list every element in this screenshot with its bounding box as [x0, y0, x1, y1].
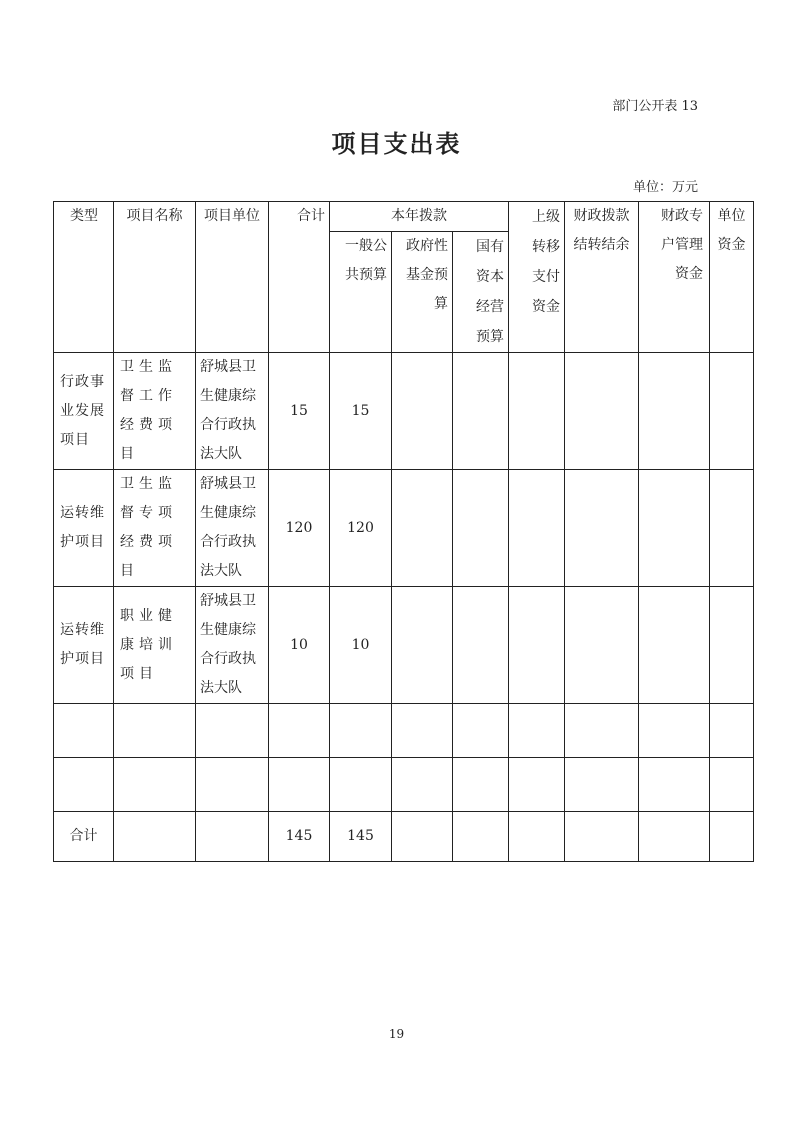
empty-cell [509, 812, 565, 862]
empty-cell [114, 758, 196, 812]
state-capital-cell [453, 353, 509, 470]
empty-cell [114, 704, 196, 758]
type-cell: 运转维护项目 [54, 587, 114, 704]
table-row [54, 587, 754, 704]
header-gov-fund: 政府性基金预算 [392, 232, 453, 353]
header-row-1 [54, 202, 754, 232]
total-row-total: 145 [269, 812, 330, 862]
empty-cell [565, 704, 639, 758]
header-higher-transfer: 上级转移支付资金 [509, 202, 565, 353]
empty-cell [453, 758, 509, 812]
page-title: 项目支出表 [331, 130, 462, 158]
project-unit-cell: 舒城县卫生健康综合行政执法大队 [196, 353, 269, 470]
unit-label: 单位：万元 [632, 180, 698, 195]
carryover-cell [565, 470, 639, 587]
empty-cell [392, 704, 453, 758]
unit-funds-cell [710, 587, 754, 704]
state-capital-cell [453, 470, 509, 587]
header-carryover: 财政拨款结转结余 [565, 202, 639, 353]
header-project-unit: 项目单位 [196, 202, 269, 353]
gov-fund-cell [392, 470, 453, 587]
empty-cell [196, 758, 269, 812]
project-unit-cell: 舒城县卫生健康综合行政执法大队 [196, 587, 269, 704]
header-general-budget: 一般公共预算 [330, 232, 392, 353]
empty-row [54, 704, 754, 758]
type-cell: 行政事业发展项目 [54, 353, 114, 470]
higher-transfer-cell [509, 587, 565, 704]
empty-cell [565, 812, 639, 862]
empty-cell [330, 758, 392, 812]
header-state-capital: 国有资本经营预算 [453, 232, 509, 353]
empty-cell [639, 812, 710, 862]
project-name-cell: 职业健康培训项目 [114, 587, 196, 704]
project-name-cell: 卫生监督工作经费项目 [114, 353, 196, 470]
total-cell: 120 [269, 470, 330, 587]
empty-cell [639, 758, 710, 812]
header-project-name: 项目名称 [114, 202, 196, 353]
total-row [54, 812, 754, 862]
unit-funds-cell [710, 353, 754, 470]
higher-transfer-cell [509, 470, 565, 587]
carryover-cell [565, 587, 639, 704]
table-row [54, 353, 754, 470]
project-unit-cell: 舒城县卫生健康综合行政执法大队 [196, 470, 269, 587]
special-mgmt-cell [639, 587, 710, 704]
empty-cell [710, 812, 754, 862]
empty-cell [114, 812, 196, 862]
document-number: 部门公开表 13 [612, 99, 698, 114]
gov-fund-cell [392, 353, 453, 470]
general-budget-cell: 120 [330, 470, 392, 587]
empty-cell [269, 704, 330, 758]
total-cell: 15 [269, 353, 330, 470]
empty-cell [639, 704, 710, 758]
empty-cell [54, 704, 114, 758]
header-special-mgmt: 财政专户管理资金 [639, 202, 710, 353]
higher-transfer-cell [509, 353, 565, 470]
empty-cell [710, 758, 754, 812]
project-expenditure-table [53, 201, 754, 862]
empty-cell [330, 704, 392, 758]
empty-cell [196, 812, 269, 862]
total-row-general-budget: 145 [330, 812, 392, 862]
empty-cell [54, 758, 114, 812]
project-name-cell: 卫生监督专项经费项目 [114, 470, 196, 587]
gov-fund-cell [392, 587, 453, 704]
header-unit-funds: 单位资金 [710, 202, 754, 353]
empty-cell [392, 758, 453, 812]
header-total: 合计 [269, 202, 330, 353]
empty-cell [509, 758, 565, 812]
carryover-cell [565, 353, 639, 470]
header-current-year: 本年拨款 [330, 202, 509, 232]
empty-row [54, 758, 754, 812]
general-budget-cell: 10 [330, 587, 392, 704]
total-row-label: 合计 [54, 812, 114, 862]
page-number: 19 [388, 1027, 405, 1041]
type-cell: 运转维护项目 [54, 470, 114, 587]
empty-cell [710, 704, 754, 758]
header-type: 类型 [54, 202, 114, 353]
empty-cell [565, 758, 639, 812]
state-capital-cell [453, 587, 509, 704]
empty-cell [453, 812, 509, 862]
empty-cell [453, 704, 509, 758]
empty-cell [196, 704, 269, 758]
empty-cell [509, 704, 565, 758]
special-mgmt-cell [639, 470, 710, 587]
table-row [54, 470, 754, 587]
total-cell: 10 [269, 587, 330, 704]
special-mgmt-cell [639, 353, 710, 470]
general-budget-cell: 15 [330, 353, 392, 470]
empty-cell [269, 758, 330, 812]
unit-funds-cell [710, 470, 754, 587]
empty-cell [392, 812, 453, 862]
